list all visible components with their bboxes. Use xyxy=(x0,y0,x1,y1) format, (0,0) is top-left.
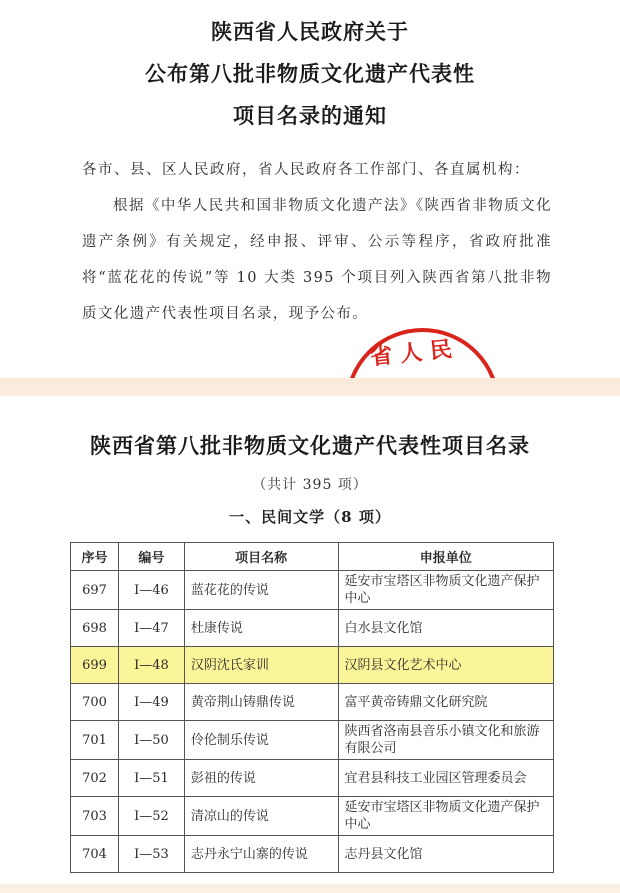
notice-body: 根据《中华人民共和国非物质文化遗产法》《陕西省非物质文化遗产条例》有关规定，经申报、评审、公示等程序，省政府批准将“蓝花花的传说”等 10 大类 395 个项目列入陕西省第八批非物质文化遗产代表性项目名录，现予公布。 xyxy=(82,198,552,322)
cell-code: Ⅰ—48 xyxy=(118,647,184,684)
cell-unit: 富平黄帝铸鼎文化研究院 xyxy=(338,684,554,721)
list-page xyxy=(0,396,620,884)
table-row xyxy=(71,797,554,836)
cell-no: 698 xyxy=(71,610,119,647)
notice-addressee: 各市、县、区人民政府，省人民政府各工作部门、各直属机构： xyxy=(82,162,530,178)
seal-text: 省人民 xyxy=(369,335,462,371)
cell-no: 700 xyxy=(71,684,119,721)
table-row xyxy=(71,684,554,721)
cell-unit: 汉阴县文化艺术中心 xyxy=(338,647,554,684)
cell-no: 702 xyxy=(71,760,119,797)
table-row xyxy=(71,836,554,873)
cell-code: Ⅰ—50 xyxy=(118,721,184,760)
cell-no: 697 xyxy=(71,571,119,610)
header-no: 序号 xyxy=(71,543,119,571)
cell-name: 黄帝荆山铸鼎传说 xyxy=(184,684,338,721)
table-header-row xyxy=(71,543,554,571)
header-unit: 申报单位 xyxy=(338,543,554,571)
table-row-highlighted xyxy=(71,647,554,684)
cell-no: 701 xyxy=(71,721,119,760)
cell-code: Ⅰ—46 xyxy=(118,571,184,610)
table-row xyxy=(71,571,554,610)
cell-name: 蓝花花的传说 xyxy=(184,571,338,610)
table-row xyxy=(71,721,554,760)
category-heading: 一、民间文学（8 项） xyxy=(229,508,391,526)
cell-name: 彭祖的传说 xyxy=(184,760,338,797)
page-bottom-edge xyxy=(0,884,620,893)
project-table xyxy=(70,542,554,873)
header-code: 编号 xyxy=(118,543,184,571)
cell-code: Ⅰ—52 xyxy=(118,797,184,836)
cell-unit: 志丹县文化馆 xyxy=(338,836,554,873)
notice-title-line-1: 陕西省人民政府关于 xyxy=(211,19,409,44)
cell-unit: 宜君县科技工业园区管理委员会 xyxy=(338,760,554,797)
cell-name: 杜康传说 xyxy=(184,610,338,647)
table-row xyxy=(71,610,554,647)
cell-name: 伶伦制乐传说 xyxy=(184,721,338,760)
cell-name: 清凉山的传说 xyxy=(184,797,338,836)
cell-code: Ⅰ—49 xyxy=(118,684,184,721)
notice-page xyxy=(0,0,620,378)
cell-no: 699 xyxy=(71,647,119,684)
notice-title-line-3: 项目名录的通知 xyxy=(233,103,387,128)
cell-name: 志丹永宁山寨的传说 xyxy=(184,836,338,873)
list-title: 陕西省第八批非物质文化遗产代表性项目名录 xyxy=(90,433,530,458)
cell-unit: 延安市宝塔区非物质文化遗产保护中心 xyxy=(338,571,554,610)
header-name: 项目名称 xyxy=(184,543,338,571)
cell-name: 汉阴沈氏家训 xyxy=(184,647,338,684)
cell-code: Ⅰ—53 xyxy=(118,836,184,873)
cell-unit: 延安市宝塔区非物质文化遗产保护中心 xyxy=(338,797,554,836)
page-divider xyxy=(0,378,620,396)
cell-code: Ⅰ—51 xyxy=(118,760,184,797)
cell-unit: 陕西省洛南县音乐小镇文化和旅游有限公司 xyxy=(338,721,554,760)
cell-code: Ⅰ—47 xyxy=(118,610,184,647)
notice-title-line-2: 公布第八批非物质文化遗产代表性 xyxy=(145,61,475,86)
table-row xyxy=(71,760,554,797)
list-total: （共计 395 项） xyxy=(252,477,368,493)
cell-no: 704 xyxy=(71,836,119,873)
cell-unit: 白水县文化馆 xyxy=(338,610,554,647)
cell-no: 703 xyxy=(71,797,119,836)
